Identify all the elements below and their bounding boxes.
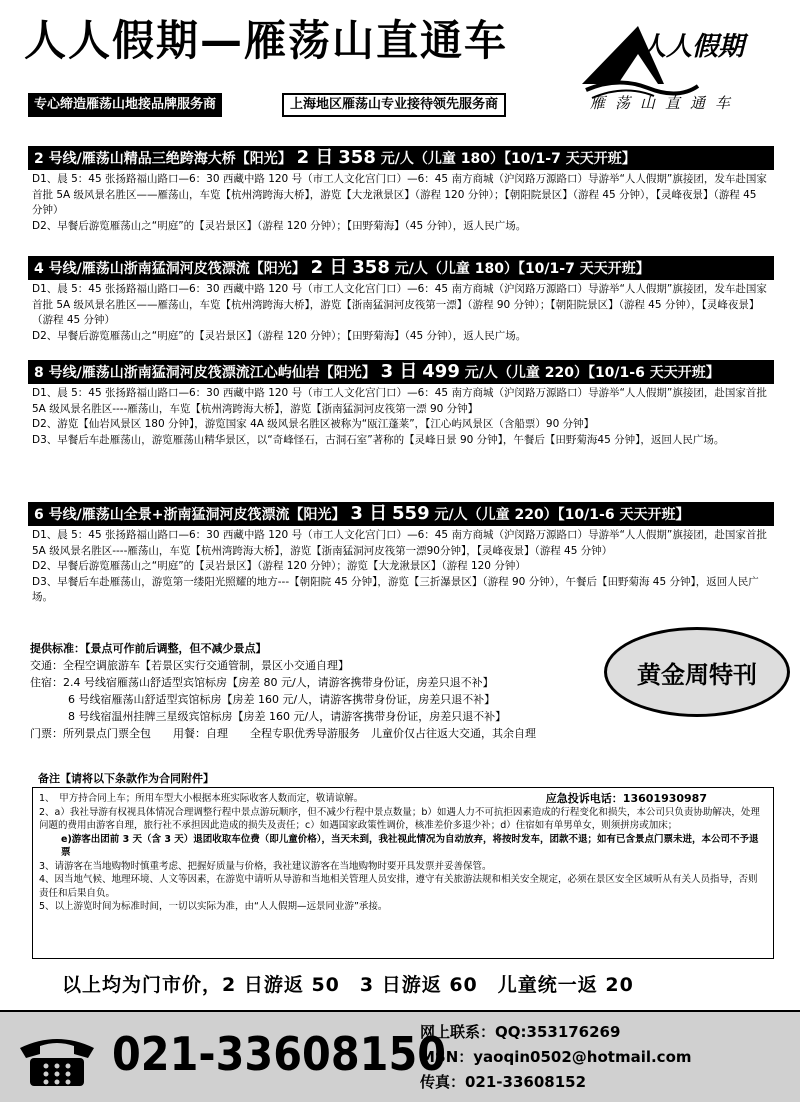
tickets-line: 门票：所列景点门票全包 用餐：自理 全程专职优秀导游服务 儿童价仅占往返大交通，其余自理: [30, 727, 536, 740]
itinerary-day: D1、晨 5：45 张扬路福山路口—6：30 西藏中路 120 号（市工人文化宫门口）—6：45 南方商城（沪闵路万源路口）导游举“人人假期”旗接团，赴国家首批 5A 级风景名胜区----雁荡山，车览【杭州湾跨海大桥】，游览【浙南猛洞河皮筏第一漂 90 分钟】: [32, 387, 767, 415]
route-title-bar: [28, 502, 774, 526]
slogan-tag-2: 上海地区雁荡山专业接待领先服务商: [282, 93, 506, 117]
route-days: 2 日: [296, 147, 334, 168]
route-price: 358: [352, 257, 390, 278]
route-days: 3 日: [350, 503, 388, 524]
msn-contact: MSN：yaoqin0502@hotmail.com: [420, 1048, 692, 1066]
itinerary-day: D2、游览【仙岩风景区 180 分钟】，游览国家 4A 级风景名胜区被称为“瓯江蓬莱”，【江心屿风景区（含船票）90 分钟】: [32, 418, 595, 430]
footer: [0, 1010, 800, 1102]
hotline-number: 13601930987: [622, 792, 707, 805]
route-itinerary: [28, 526, 774, 606]
itinerary-day: D3、早餐后车赴雁荡山，游览雁荡山精华景区，以“奇峰怪石，古洞石室”著称的【灵峰日景 90 分钟】，午餐后【田野菊海45 分钟】，返回人民广场。: [32, 433, 725, 446]
route-itinerary: [28, 280, 774, 344]
slogan-tag-1: 专心缔造雁荡山地接品牌服务商: [28, 93, 222, 117]
note-item: 1、 甲方持合同上车；所用车型大小根据本班实际收客人数而定，敬请谅解。: [39, 793, 364, 804]
itinerary-day: D1、晨 5：45 张扬路福山路口—6：30 西藏中路 120 号（市工人文化宫门口）—6：45 南方商城（沪闵路万源路口）导游举“人人假期”旗接团，赴国家首批 5A 级风景名胜区----雁荡山，车览【杭州湾跨海大桥】，游览【浙南猛洞河皮筏第一漂90分钟】，【灵峰夜景】（游程 45 分钟）: [32, 529, 767, 557]
route-price-note: 元/人（儿童 180）【10/1-7 天天开班】: [380, 151, 636, 167]
route-block: [28, 502, 774, 606]
route-price-note: 元/人（儿童 180）【10/1-7 天天开班】: [394, 261, 650, 277]
route-block: [28, 360, 774, 448]
contact-info: [420, 1020, 692, 1095]
route-name: 4 号线/雁荡山浙南猛洞河皮筏漂流【阳光】: [34, 261, 306, 277]
route-itinerary: [28, 170, 774, 234]
lodging-line: 6 号线宿雁荡山舒适型宾馆标房【房差 160 元/人，请游客携带身份证，房差只退不补】: [68, 693, 496, 706]
itinerary-day: D2、早餐后游览雁荡山之“明庭”的【灵岩景区】（游程 120 分钟）；【田野菊海】（45 分钟），返人民广场。: [32, 329, 527, 342]
route-title-bar: [28, 146, 774, 170]
standards-heading: 提供标准：【景点可作前后调整，但不减少景点】: [30, 642, 267, 655]
route-price-note: 元/人（儿童 220）【10/1-6 天天开班】: [434, 507, 690, 523]
route-price: 499: [422, 361, 460, 382]
notes-box: [32, 787, 774, 959]
route-price: 559: [392, 503, 430, 524]
itinerary-day: D2、早餐后游览雁荡山之“明庭”的【灵岩景区】（游程 120 分钟）；游览【大龙湫景区】（游程 120 分钟）: [32, 560, 526, 572]
qq-contact: 网上联系：QQ:353176269: [420, 1023, 621, 1041]
route-name: 8 号线/雁荡山浙南猛洞河皮筏漂流江心屿仙岩【阳光】: [34, 365, 376, 381]
route-itinerary: [28, 384, 774, 448]
telephone-icon: [16, 1028, 98, 1090]
route-price-note: 元/人（儿童 220）【10/1-6 天天开班】: [464, 365, 720, 381]
itinerary-day: D3、早餐后车赴雁荡山，游览第一缕阳光照耀的地方---【朝阳院 45 分钟】，游览【三折瀑景区】（游程 90 分钟），午餐后【田野菊海 45 分钟】，返回人民广场。: [32, 575, 759, 603]
note-item: 3、请游客在当地购物时慎重考虑、把握好质量与价格，我社建议游客在当地购物时要开具发票并妥善保管。: [39, 860, 492, 872]
itinerary-day: D2、早餐后游览雁荡山之“明庭”的【灵岩景区】（游程 120 分钟）；【田野菊海】（45 分钟），返人民广场。: [32, 219, 527, 232]
route-block: [28, 256, 774, 344]
golden-week-badge: 黄金周特刊: [604, 627, 790, 717]
logo-slogan: 雁荡山直通车: [590, 94, 741, 112]
page-title: 人人假期—雁荡山直通车: [24, 16, 509, 65]
note-item: e)游客出团前 3 天（含 3 天）退团收取车位费（即儿童价格），当天未到，我社视此情况为自动放弃，将按时发车，团款不退；如有已含景点门票未进，本公司不予退票: [61, 833, 759, 858]
route-title-bar: [28, 256, 774, 280]
service-standards: [30, 640, 620, 742]
route-block: [28, 146, 774, 234]
route-name: 2 号线/雁荡山精品三绝跨海大桥【阳光】: [34, 151, 292, 167]
route-days: 2 日: [310, 257, 348, 278]
route-name: 6 号线/雁荡山全景+浙南猛洞河皮筏漂流【阳光】: [34, 507, 346, 523]
route-days: 3 日: [380, 361, 418, 382]
note-item: 4、因当地气候、地理环境、人文等因素，在游览中请听从导游和当地相关管理人员安排，遵守有关旅游法规和相关安全规定，必须在景区安全区域听从有关人员指导，否则责任和后果自负。: [39, 874, 758, 899]
route-title-bar: [28, 360, 774, 384]
lodging-line: 8 号线宿温州挂牌三星级宾馆标房【房差 160 元/人，请游客携带身份证，房差只退不补】: [68, 710, 507, 723]
phone-number: 021-33608150: [112, 1027, 447, 1081]
note-item: 2、a）我社导游有权视具体情况合理调整行程中景点游玩顺序，但不减少行程中景点数量；b）如遇人力不可抗拒因素造成的行程变化和损失，本公司只负责协助解决，处理问题的费用由游客自理，旅行社不承担因此造成的损失及责任；c）如遇国家政策性调价，核准差价多退少补；d）住宿如有单男单女，则须拼房或加床；: [39, 806, 760, 831]
refund-line: 以上均为门市价，2 日游返 50 3 日游返 60 儿童统一返 20: [62, 974, 634, 996]
hotline-label: 应急投诉电话：: [545, 792, 623, 805]
header: [0, 0, 800, 136]
fax-contact: 传真：021-33608152: [420, 1073, 587, 1091]
hotline: [546, 792, 767, 806]
logo-text: 人人假期: [640, 32, 745, 62]
transport-line: 交通：全程空调旅游车【若景区实行交通管制，景区小交通自理】: [30, 659, 349, 672]
note-item: 5、以上游览时间为标准时间，一切以实际为准，由“人人假期—远景同业游”承接。: [39, 901, 388, 912]
route-price: 358: [338, 147, 376, 168]
itinerary-day: D1、晨 5：45 张扬路福山路口—6：30 西藏中路 120 号（市工人文化宫门口）—6：45 南方商城（沪闵路万源路口）导游举“人人假期”旗接团，发车赴国家首批 5A 级风景名胜区——雁荡山，车览【杭州湾跨海大桥】，游览【浙南猛洞河皮筏第一漂】（游程 90 分钟）；【朝阳院景区】（游程 45 分钟），【灵峰夜景】（游程 45 分钟）: [32, 283, 767, 326]
itinerary-day: D1、晨 5：45 张扬路福山路口—6：30 西藏中路 120 号（市工人文化宫门口）—6：45 南方商城（沪闵路万源路口）导游举“人人假期”旗接团，发车赴国家首批 5A 级风景名胜区——雁荡山，车览【杭州湾跨海大桥】，游览【大龙湫景区】（游程 120 分钟）；【朝阳院景区】（游程 45 分钟），【灵峰夜景】（游程 45 分钟）: [32, 173, 767, 216]
notes-heading: 备注【请将以下条款作为合同附件】: [38, 772, 214, 785]
lodging-line: 住宿：2.4 号线宿雁荡山舒适型宾馆标房【房差 80 元/人，请游客携带身份证，房差只退不补】: [30, 676, 494, 689]
